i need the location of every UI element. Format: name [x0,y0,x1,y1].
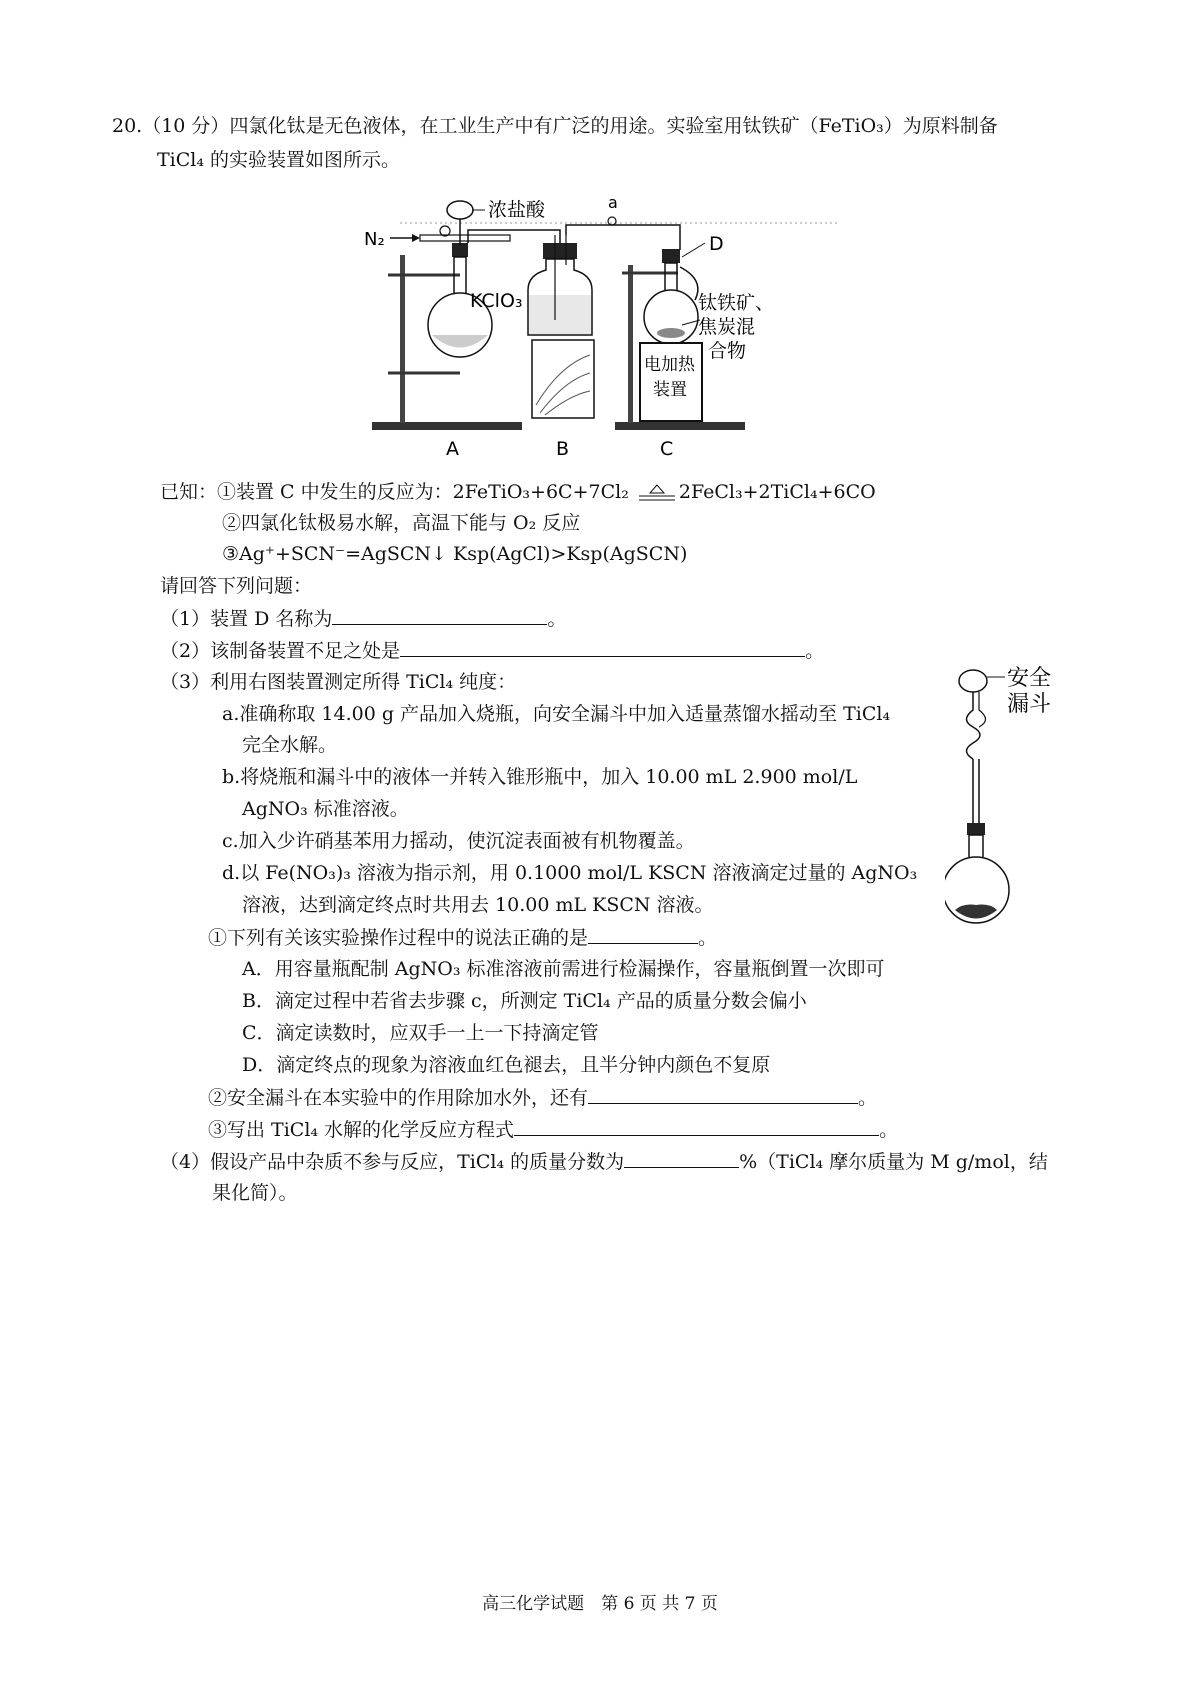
q2-end: 。 [805,640,825,662]
known-1-left: ①装置 C 中发生的反应为：2FeTiO₃+6C+7Cl₂ [217,481,629,503]
q3-sub3-text: ③写出 TiCl₄ 水解的化学反应方程式 [208,1119,515,1141]
q3-sub2-end: 。 [858,1087,878,1109]
q3-step-c: c.加入少许硝基苯用力摇动，使沉淀表面被有机物覆盖。 [222,830,695,852]
page-footer: 高三化学试题 第 6 页 共 7 页 [482,1594,718,1614]
q3-sub3-end: 。 [879,1119,899,1141]
label-B: B [556,438,570,460]
q1-text: （1）装置 D 名称为 [160,608,333,630]
q3-option-c: C．滴定读数时，应双手一上一下持滴定管 [242,1022,599,1044]
q4-text: （4）假设产品中杂质不参与反应，TiCl₄ 的质量分数为 [160,1151,625,1173]
n2-label: N₂ [364,229,385,250]
question-intro-line1: 四氯化钛是无色液体，在工业生产中有广泛的用途。实验室用钛铁矿（FeTiO₃）为原料制备 [229,115,998,137]
valve-a-label: a [608,195,618,212]
hcl-label: 浓盐酸 [488,199,546,221]
apparatus-diagram [360,195,850,470]
q3-sub2 [208,1083,877,1112]
q3-sub1-text: ①下列有关该实验操作过程中的说法正确的是 [208,927,589,949]
ore-label-3: 合物 [708,340,747,362]
q3-step-a-2: 完全水解。 [242,734,338,756]
dropping-funnel [447,201,473,219]
heater-label-1: 电加热 [644,355,695,375]
q3-sub1 [208,923,717,952]
q3-sub2-answer-blank[interactable] [588,1083,858,1104]
label-C: C [660,438,674,460]
q3-text: （3）利用右图装置测定所得 TiCl₄ 纯度： [160,671,517,693]
heat-equals-sign [637,483,677,503]
q3-step-d-1: d.以 Fe(NO₃)₃ 溶液为指示剂，用 0.1000 mol/L KSCN 溶液滴定过量的 AgNO₃ [222,862,918,884]
heater-label-2: 装置 [653,380,687,400]
q3-step-a-1: a.准确称取 14.00 g 产品加入烧瓶，向安全漏斗中加入适量蒸馏水摇动至 TiCl₄ [222,703,891,725]
q4-after: %（TiCl₄ 摩尔质量为 M g/mol，结 [739,1151,1048,1173]
q3-option-b: B．滴定过程中若省去步骤 c，所测定 TiCl₄ 产品的质量分数会偏小 [242,990,807,1012]
question-header [112,112,998,140]
q3-sub3-answer-blank[interactable] [514,1115,879,1136]
known-1 [160,478,876,506]
ore-label-2: 焦炭混 [698,316,756,338]
q3-sub2-text: ②安全漏斗在本实验中的作用除加水外，还有 [208,1087,589,1109]
q3-step-b-2: AgNO₃ 标准溶液。 [242,798,409,820]
question-number: 20. [112,115,143,137]
funnel-label-1: 安全 [1007,666,1052,691]
known-2: ②四氯化钛极易水解，高温下能与 O₂ 反应 [222,512,581,534]
answer-prompt: 请回答下列问题： [160,575,313,597]
known-prefix: 已知： [160,481,218,503]
q2-text: （2）该制备装置不足之处是 [160,640,401,662]
q3-step-d-2: 溶液，达到滴定终点时共用去 10.00 mL KSCN 溶液。 [242,894,714,916]
question-points: （10 分） [142,115,230,137]
q4 [160,1147,1048,1176]
q3-option-d: D．滴定终点的现象为溶液血红色褪去，且半分钟内颜色不复原 [242,1054,771,1076]
q4-line2: 果化简）。 [212,1182,298,1204]
q3-sub1-answer-blank[interactable] [588,923,698,944]
q3-sub1-end: 。 [698,927,718,949]
q3-sub3 [208,1115,898,1144]
q3-step-b-1: b.将烧瓶和漏斗中的液体一并转入锥形瓶中，加入 10.00 mL 2.900 mol/L [222,766,858,788]
safety-funnel-diagram [945,665,1075,940]
q2-answer-blank[interactable] [400,636,805,657]
question-intro-line2: TiCl₄ 的实验装置如图所示。 [157,149,401,171]
q2 [160,636,824,665]
wood-block [532,340,594,418]
d-label: D [709,233,724,255]
q4-answer-blank[interactable] [624,1147,739,1168]
label-A: A [446,438,459,460]
ore-label-1: 钛铁矿、 [698,292,775,314]
kclo3-label: KClO₃ [470,290,523,312]
q1-end: 。 [547,608,567,630]
q3-option-a: A．用容量瓶配制 AgNO₃ 标准溶液前需进行检漏操作，容量瓶倒置一次即可 [242,958,885,980]
q1-answer-blank[interactable] [332,604,547,625]
known-1-right: 2FeCl₃+2TiCl₄+6CO [678,481,876,503]
q1 [160,604,566,633]
funnel-label-2: 漏斗 [1007,692,1052,717]
valve-a [608,217,616,225]
known-3: ③Ag⁺+SCN⁻=AgSCN↓ Ksp(AgCl)>Ksp(AgSCN) [222,543,688,565]
